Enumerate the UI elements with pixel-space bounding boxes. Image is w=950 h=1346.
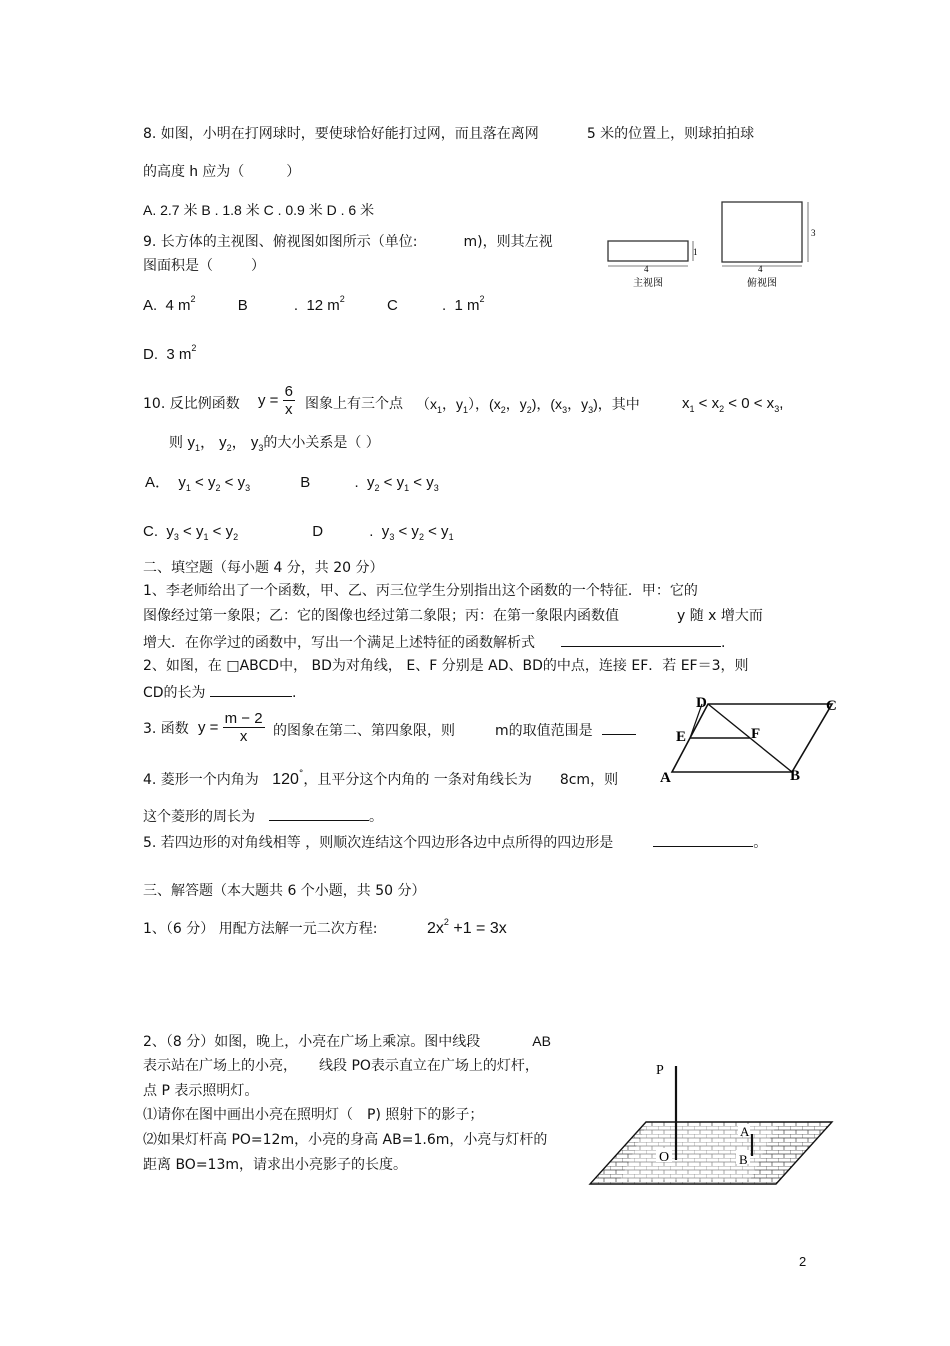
s3-q2-line1: 2、（8 分）如图，晚上，小亮在广场上乘凉。图中线段 AB <box>143 1033 551 1050</box>
s3-q2-line4: ⑴请你在图中画出小亮在照明灯（ P) 照射下的影子； <box>143 1107 484 1123</box>
q10-line2: 则 $y_1$， $y_2$， $y_3$的大小关系是（ ） <box>169 434 380 453</box>
q8-line1: 8. 如图，小明在打网球时，要使球恰好能打过网，而且落在离网 5 米的位置上，则球拍拍球 <box>143 126 755 142</box>
answer-blank-2[interactable] <box>210 682 292 697</box>
s2-q3-function: y = $\frac{m - 2}{x}$ <box>198 710 263 745</box>
q10-condition: $x_1 < x_2 < 0 < x_3$, <box>682 395 784 414</box>
q10-prefix: 10. 反比例函数 <box>143 396 240 412</box>
answer-blank-3[interactable] <box>602 720 636 735</box>
section3-title: 三、解答题（本大题共 6 个小题，共 50 分） <box>143 883 426 899</box>
s2-q1-line3: 增大．在你学过的函数中，写出一个满足上述特征的函数解析式 . <box>143 632 725 652</box>
label-P: P <box>656 1063 664 1078</box>
q8-choices: A. 2.7 米 B . 1.8 米 C . 0.9 米 D . 6 米 <box>143 202 375 218</box>
q9-views-figure <box>598 196 826 296</box>
section2-title: 二、填空题（每小题 4 分，共 20 分） <box>143 560 384 576</box>
top-view-label: 俯视图 <box>747 278 777 289</box>
q9-option-d: D. 3 $m^2$ <box>143 343 197 363</box>
s2-q3-prefix: 3. 函数 <box>143 721 189 737</box>
s3-q2-line6: 距离 BO=13m，请求出小亮影子的长度。 <box>143 1157 408 1173</box>
s2-q1-line2: 图像经过第一象限；乙：它的图像也经过第二象限；丙：在第一象限内函数值 y 随 x 增大而 <box>143 608 763 624</box>
s3-q1: 1、（6 分） 用配方法解一元二次方程: <box>143 921 378 937</box>
label-A: A <box>740 1124 750 1139</box>
answer-blank-4[interactable] <box>269 806 369 821</box>
label-C: C <box>826 698 837 714</box>
q9-line2: 图面积是（ ） <box>143 258 265 274</box>
s2-q5: 5. 若四边形的对角线相等 ，则顺次连结这个四边形各边中点所得的四边形是 。 <box>143 832 767 852</box>
top-view-rect <box>722 202 802 262</box>
q9-options-abc: A. 4 $m^2$ B . 12 $m^2$ C . 1 $m^2$ <box>143 294 485 314</box>
label-B: B <box>739 1152 748 1167</box>
s2-q4-line1: 4. 菱形一个内角为 120°，且平分这个内角的 一条对角线长为 8cm，则 <box>143 769 619 788</box>
s2-q4-line2: 这个菱形的周长为 。 <box>143 806 383 826</box>
s3-q2-line2: 表示站在广场上的小亮， 线段 PO表示直立在广场上的灯杆， <box>143 1058 539 1074</box>
s3-q1-equation: $2x^2 +1 = 3x$ <box>427 917 507 937</box>
answer-blank-5[interactable] <box>653 832 753 847</box>
front-view-label: 主视图 <box>633 278 663 289</box>
q8-line2: 的高度 h 应为（ ） <box>143 163 301 180</box>
front-dim-1: 1 <box>693 247 698 257</box>
label-F: F <box>751 726 761 742</box>
top-dim-4: 4 <box>758 264 763 274</box>
s2-q2-line1: 2、如图，在 □ABCD中， BD为对角线， E、F 分别是 AD、BD的中点，连接 EF．若 EF＝3，则 <box>143 658 749 674</box>
s3-q2-line5: ⑵如果灯杆高 PO=12m，小亮的身高 AB=1.6m，小亮与灯杆的 <box>143 1132 548 1148</box>
top-dim-3: 3 <box>811 228 816 238</box>
answer-blank-1[interactable] <box>561 632 721 647</box>
q10-option-ab: A． $y_1 < y_2 < y_3$ B . $y_2 < y_1 < y_3$ <box>145 474 439 493</box>
lamp-square-figure <box>586 1054 838 1190</box>
label-E: E <box>676 729 687 745</box>
page-number: 2 <box>799 1254 807 1269</box>
label-O: O <box>659 1150 670 1165</box>
q9-line1: 9. 长方体的主视图、俯视图如图所示（单位: m)，则其左视 <box>143 234 553 250</box>
q10-function: y = $\frac{6}{x}$ <box>258 383 293 418</box>
s3-q2-line3: 点 P 表示照明灯。 <box>143 1083 259 1099</box>
q10-text1: 图象上有三个点 <box>305 396 403 412</box>
label-B: B <box>790 768 801 784</box>
s2-q1-line1: 1、李老师给出了一个函数，甲、乙、丙三位学生分别指出这个函数的一个特征．甲：它的 <box>143 583 698 599</box>
label-D: D <box>696 695 707 711</box>
front-view-rect <box>608 241 688 261</box>
s2-q3-text: 的图象在第二、第四象限，则 m的取值范围是 <box>273 720 636 740</box>
s2-q2-line2: CD的长为 . <box>143 682 296 702</box>
label-A: A <box>660 770 671 786</box>
q10-points: （$x_1$，$y_1$），($x_2$，$y_2$)，($x_3$，$y_3$)，其中 <box>416 396 640 415</box>
q10-option-cd: C. $y_3 < y_1 < y_2$ D . $y_3 < y_2 < y_1$ <box>143 523 454 542</box>
front-dim-4: 4 <box>644 264 649 274</box>
parallelogram-figure <box>656 690 846 786</box>
